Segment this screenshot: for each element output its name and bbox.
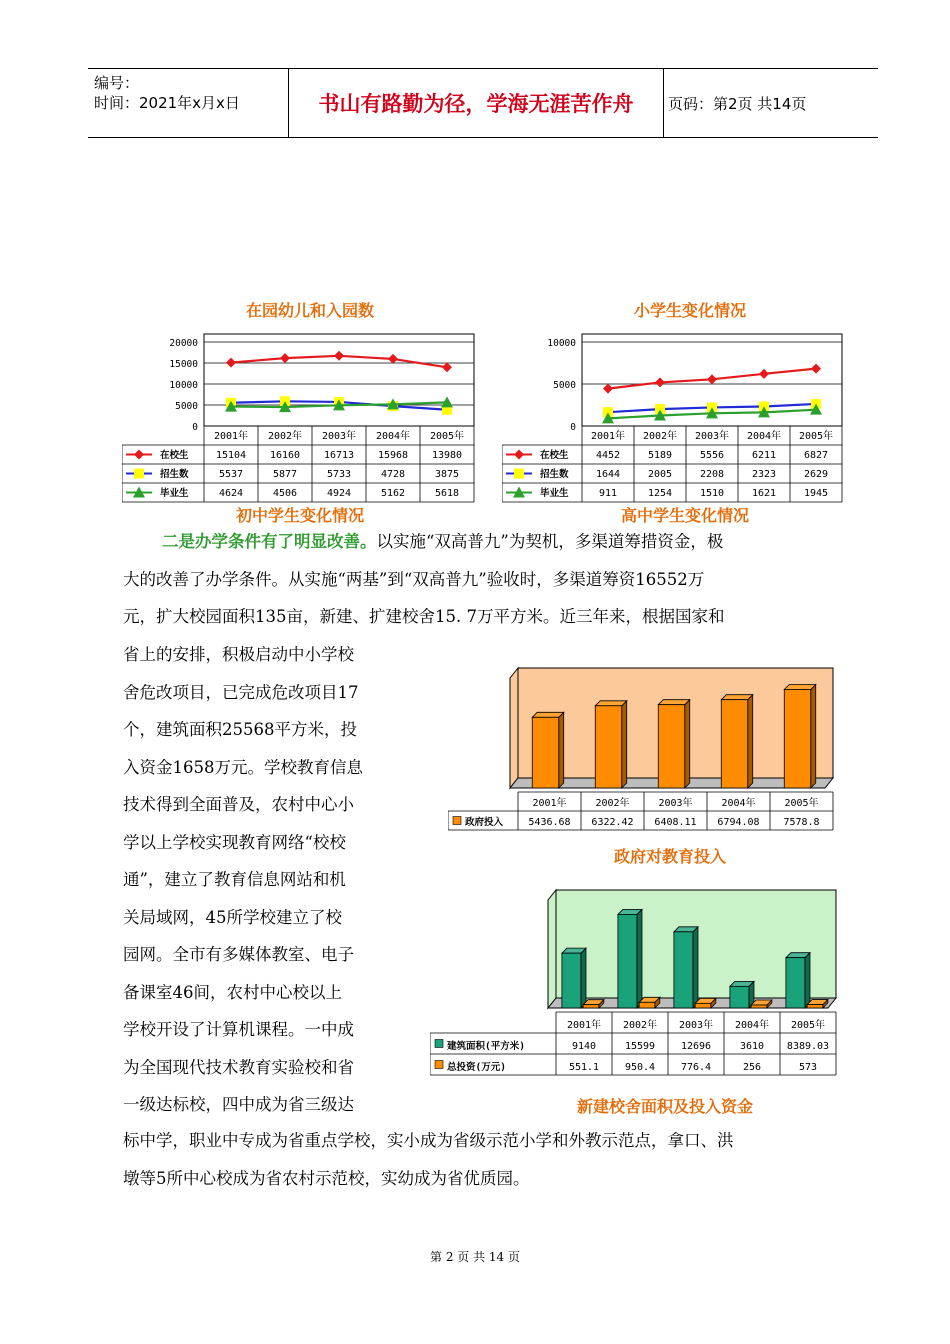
bar <box>618 914 637 1008</box>
body-line-10: 关局域网，45所学校建立了校 <box>123 907 342 927</box>
bar-side <box>559 712 564 788</box>
data-label: 1644 <box>595 469 621 480</box>
x-category-label: 2004年 <box>734 1020 770 1031</box>
y-tick-label: 10000 <box>169 380 198 391</box>
body-line-6: 入资金1658万元。学校教育信息 <box>123 757 363 777</box>
legend-marker <box>514 469 524 479</box>
data-label: 911 <box>598 488 618 499</box>
body-line-2: 元，扩大校园面积135亩，新建、扩建校舍15. 7万平方米。近三年来，根据国家和 <box>123 607 725 626</box>
bar <box>562 953 581 1008</box>
data-label: 776.4 <box>680 1062 712 1073</box>
data-point <box>707 374 717 384</box>
x-category-label: 2003年 <box>321 431 357 442</box>
header-meta <box>88 69 288 137</box>
x-category-label: 2003年 <box>694 431 730 442</box>
y-tick-label: 0 <box>192 422 198 433</box>
data-point <box>442 362 452 372</box>
body-line-0: 以实施“双高普九”为契机，多渠道筹措资金，极 <box>376 532 724 551</box>
bar <box>786 958 805 1008</box>
body-line-5: 个，建筑面积25568平方米，投 <box>123 720 357 739</box>
body-line-1: 大的改善了办学条件。从实施“两基”到“双高普九”验收时，多渠道筹资16552万 <box>123 570 705 589</box>
bar-side <box>805 953 810 1008</box>
body-narrow-column <box>123 636 363 1124</box>
data-label: 256 <box>742 1062 762 1073</box>
legend-label: 毕业生 <box>160 488 189 499</box>
bar <box>695 1003 711 1008</box>
x-category-label: 2002年 <box>642 431 678 442</box>
bar-side <box>693 927 698 1008</box>
data-label: 4506 <box>272 488 298 499</box>
data-label: 16713 <box>323 450 355 461</box>
data-label: 15104 <box>215 450 247 461</box>
y-tick-label: 5000 <box>553 380 576 391</box>
data-label: 8389.03 <box>786 1041 830 1052</box>
bar-side <box>581 948 586 1008</box>
data-label: 5162 <box>380 488 406 499</box>
data-label: 6827 <box>803 450 829 461</box>
bar <box>532 717 558 788</box>
bar <box>784 689 810 788</box>
data-label: 9140 <box>571 1041 597 1052</box>
x-category-label: 2005年 <box>798 431 834 442</box>
data-label: 2629 <box>803 469 829 480</box>
body-line-9: 通”，建立了教育信息网站和机 <box>123 870 346 889</box>
x-category-label: 2005年 <box>790 1020 826 1031</box>
bar-top <box>784 684 815 689</box>
data-label: 5733 <box>326 469 352 480</box>
data-point <box>334 351 344 361</box>
body-line-7: 技术得到全面普及，农村中心小 <box>123 795 354 814</box>
bar <box>730 986 749 1008</box>
legend-marker <box>134 469 144 479</box>
data-point <box>759 369 769 379</box>
page-header <box>88 68 878 138</box>
bar-side <box>622 701 627 788</box>
x-category-label: 2001年 <box>590 431 626 442</box>
data-point <box>811 364 821 374</box>
data-label: 5537 <box>218 469 244 480</box>
bar <box>583 1005 599 1008</box>
bar-top <box>658 700 689 705</box>
data-label: 3610 <box>739 1041 765 1052</box>
chart-title-investment: 政府对教育投入 <box>613 847 726 866</box>
legend-label: 建筑面积(平方米) <box>447 1041 525 1052</box>
legend-label: 招生数 <box>540 469 569 480</box>
data-label: 5877 <box>272 469 298 480</box>
legend-label: 总投资(万元) <box>447 1062 506 1073</box>
y-tick-label: 5000 <box>175 401 198 412</box>
bar-top <box>595 701 626 706</box>
data-label: 13980 <box>431 450 463 461</box>
bar-chart-buildings <box>430 888 842 1078</box>
legend-swatch <box>435 1061 443 1069</box>
plot-area <box>204 334 474 426</box>
chart-title-buildings: 新建校舍面积及投入资金 <box>576 1097 753 1116</box>
body-line-13: 学校开设了计算机课程。一中成 <box>123 1020 354 1039</box>
data-label: 15599 <box>624 1041 656 1052</box>
lead-highlight: 二是办学条件有了明显改善。 <box>162 532 377 551</box>
data-point <box>655 377 665 387</box>
x-category-label: 2002年 <box>595 798 630 809</box>
body-line-3: 省上的安排，积极启动中小学校 <box>123 645 354 664</box>
data-label: 5189 <box>647 450 673 461</box>
data-label: 6794.08 <box>717 817 760 828</box>
data-label: 2005 <box>647 469 673 480</box>
data-point <box>603 384 613 394</box>
data-label: 5556 <box>699 450 725 461</box>
body-line-14: 为全国现代技术教育实验校和省 <box>123 1057 354 1077</box>
x-category-label: 2004年 <box>746 431 782 442</box>
data-label: 950.4 <box>624 1062 656 1073</box>
data-label: 15968 <box>377 450 409 461</box>
body-line-16: 标中学，职业中专成为省重点学校，实小成为省级示范小学和外教示范点，拿口、洪 <box>123 1131 734 1150</box>
data-label: 1621 <box>751 488 777 499</box>
chart-title-junior: 初中学生变化情况 <box>235 506 364 525</box>
side-wall <box>510 668 518 788</box>
page-footer: 第 2 页 共 14 页 <box>430 1250 520 1264</box>
bar-side <box>748 695 753 788</box>
legend-marker <box>134 450 144 460</box>
data-point <box>226 358 236 368</box>
x-category-label: 2003年 <box>678 1020 714 1031</box>
data-label: 5618 <box>434 488 460 499</box>
data-point <box>388 354 398 364</box>
data-label: 2323 <box>751 469 777 480</box>
legend-label: 政府投入 <box>465 817 504 828</box>
data-label: 2208 <box>699 469 725 480</box>
line-chart-kindergarten <box>122 326 476 506</box>
time-label: 时间：2021年x月x日 <box>94 94 240 112</box>
data-label: 1945 <box>803 488 829 499</box>
data-label: 12696 <box>680 1041 712 1052</box>
data-label: 4728 <box>380 469 406 480</box>
bar-side <box>811 684 816 788</box>
bar-chart-investment <box>448 664 842 836</box>
x-category-label: 2004年 <box>721 798 756 809</box>
legend-swatch <box>453 817 461 825</box>
bar <box>658 705 684 788</box>
body-line-11: 园网。全市有多媒体教室、电子 <box>123 945 354 964</box>
x-category-label: 2003年 <box>658 798 693 809</box>
x-category-label: 2004年 <box>375 431 411 442</box>
side-wall <box>548 890 556 1008</box>
x-category-label: 2001年 <box>566 1020 602 1031</box>
x-category-label: 2005年 <box>429 431 465 442</box>
legend-label: 在校生 <box>540 450 569 461</box>
data-label: 6211 <box>751 450 777 461</box>
body-line-8: 学以上学校实现教育网络“校校 <box>123 832 346 852</box>
data-label: 6322.42 <box>591 817 634 828</box>
x-category-label: 2002年 <box>267 431 303 442</box>
data-label: 7578.8 <box>783 817 820 828</box>
data-label: 1254 <box>647 488 673 499</box>
data-point <box>280 353 290 363</box>
bar <box>595 706 621 788</box>
bar-top <box>532 712 563 717</box>
body-line-4: 舍危改项目，已完成危改项目17 <box>123 682 359 702</box>
body-line-12: 备课室46间，农村中心校以上 <box>123 982 342 1002</box>
data-label: 551.1 <box>568 1062 600 1073</box>
bar-top <box>721 695 752 700</box>
data-label: 4924 <box>326 488 352 499</box>
bar-side <box>637 909 642 1008</box>
bar <box>751 1005 767 1008</box>
bar <box>639 1002 655 1008</box>
chart-title-primary: 小学生变化情况 <box>633 301 746 320</box>
legend-swatch <box>435 1040 443 1048</box>
bar <box>807 1005 823 1008</box>
chart-title-kindergarten: 在园幼儿和入园数 <box>245 301 374 320</box>
bar <box>674 932 693 1008</box>
motto: 书山有路勤为径，学海无涯苦作舟 <box>288 69 664 137</box>
paragraph-line-1 <box>162 523 723 561</box>
y-tick-label: 0 <box>570 422 576 433</box>
legend-label: 毕业生 <box>540 488 569 499</box>
x-category-label: 2001年 <box>213 431 249 442</box>
y-tick-label: 15000 <box>169 359 198 370</box>
legend-marker <box>514 450 524 460</box>
number-label: 编号： <box>94 74 140 92</box>
data-label: 1510 <box>699 488 725 499</box>
x-category-label: 2001年 <box>532 798 567 809</box>
data-label: 5436.68 <box>528 817 571 828</box>
body-line-17: 墩等5所中心校成为省农村示范校，实幼成为省优质园。 <box>123 1169 530 1188</box>
x-category-label: 2002年 <box>622 1020 658 1031</box>
data-label: 6408.11 <box>654 817 697 828</box>
data-label: 16160 <box>269 450 301 461</box>
y-tick-label: 20000 <box>169 338 198 349</box>
legend-label: 在校生 <box>160 450 189 461</box>
bar-side <box>685 700 690 788</box>
line-chart-primary <box>502 326 844 506</box>
data-label: 4452 <box>595 450 621 461</box>
legend-label: 招生数 <box>160 469 189 480</box>
data-label: 573 <box>798 1062 818 1073</box>
data-label: 3875 <box>434 469 460 480</box>
chart-title-senior: 高中学生变化情况 <box>620 506 749 525</box>
data-label: 4624 <box>218 488 244 499</box>
body-line-15: 一级达标校，四中成为省三级达 <box>123 1095 354 1114</box>
x-category-label: 2005年 <box>784 798 819 809</box>
bar <box>721 700 747 788</box>
page-label: 页码：第2页 共14页 <box>668 94 807 113</box>
y-tick-label: 10000 <box>547 338 576 349</box>
